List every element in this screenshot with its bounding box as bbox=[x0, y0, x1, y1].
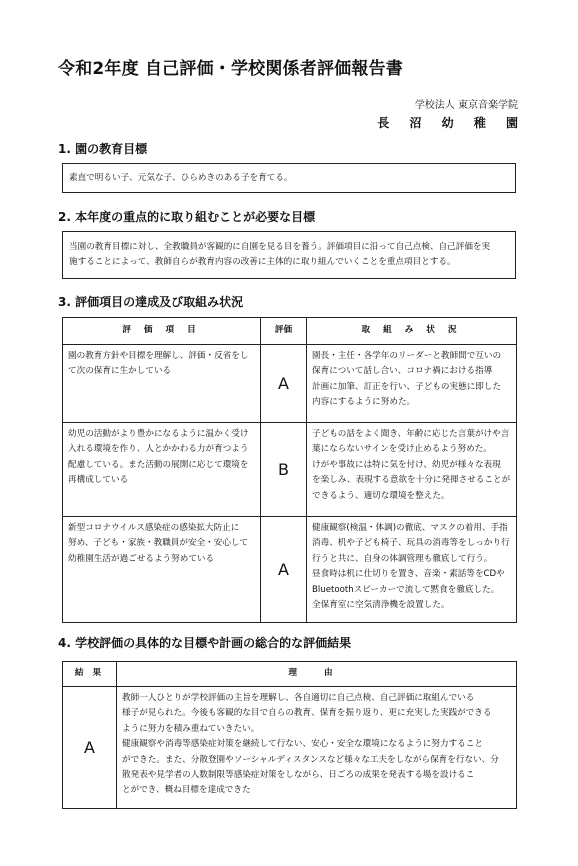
item-line: 幼児の活動がより豊かになるように温かく受け bbox=[68, 429, 249, 439]
status-line: 計画に加筆、訂正を行い、子どもの実態に即した bbox=[312, 381, 502, 392]
reason-line: 様子が見られた。今後も客観的な目で自らの教育、保育を振り返り、更に充実した実践ができる bbox=[122, 708, 492, 719]
educational-goal-box bbox=[62, 163, 516, 193]
section-4-heading: 4. 学校評価の具体的な目標や計画の総合的な評価結果 bbox=[58, 636, 352, 650]
status-cell bbox=[307, 345, 517, 423]
status-line: 葉にならないサインを受け止めるよう努めた。 bbox=[312, 444, 492, 455]
reason-line: 散発表や見学者の人数制限等感染症対策をしながら、日ごろの成果を発表する場を設けるこ bbox=[122, 770, 475, 781]
item-line: て次の保育に生かしている bbox=[68, 366, 172, 377]
status-line: を楽しみ、表現する意欲を十分に発揮させることが bbox=[312, 475, 511, 486]
reason-line: ように努力を積み重ねていきたい。 bbox=[122, 723, 260, 734]
status-line: 子どもの話をよく聞き、年齢に応じた言葉がけや言 bbox=[312, 429, 510, 439]
reason-line: 健康観察や消毒等感染症対策を継続して行ない、安心・安全な環境になるように努力すること bbox=[122, 739, 483, 750]
priority-goal-box bbox=[62, 231, 516, 279]
status-cell bbox=[307, 517, 517, 623]
column-header-status: 取 組 み 状 況 bbox=[307, 318, 517, 345]
table-header-row bbox=[63, 318, 517, 345]
overall-grade-cell: A bbox=[63, 687, 117, 809]
evaluation-item-cell bbox=[63, 423, 261, 517]
status-line: 保育について話し合い、コロナ禍における指導 bbox=[312, 366, 493, 377]
item-line: 入れる環境を作り、人とかかわる力が育つよう bbox=[68, 444, 249, 455]
item-line: 努め、子ども・家族・教職員が安全・安心して bbox=[68, 538, 249, 549]
reason-line: 教師一人ひとりが学校評価の主旨を理解し、各自適切に自己点検、自己評価に取組んでいる bbox=[122, 693, 475, 703]
status-line: 園長・主任・各学年のリーダーと教師間で互いの bbox=[312, 351, 502, 361]
grade-cell: A bbox=[261, 517, 307, 623]
status-line: 行うと共に、自身の体調管理も徹底して行う。 bbox=[312, 553, 493, 564]
status-line: Bluetoothスピーカーで流して黙食を徹底した。 bbox=[312, 584, 500, 595]
section-3-heading: 3. 評価項目の達成及び取組み状況 bbox=[58, 295, 244, 309]
evaluation-items-table bbox=[62, 317, 517, 623]
item-line: 再構成している bbox=[68, 475, 129, 486]
reason-line: とができ、概ね目標を達成できた bbox=[122, 785, 251, 796]
item-line: 配慮している。また活動の展開に応じて環境を bbox=[68, 459, 249, 470]
status-line: けがや事故には特に気を付け、幼児が様々な表現 bbox=[312, 459, 501, 470]
page-title: 令和2年度 自己評価・学校関係者評価報告書 bbox=[58, 59, 403, 79]
organization-block bbox=[377, 96, 526, 131]
status-line: できるよう、適切な環境を整えた。 bbox=[312, 490, 450, 501]
priority-goal-line: 当園の教育目標に対し、全教職員が客観的に自園を見る目を養う。評価項目に沿って自己点検、自己評価を実 bbox=[69, 242, 491, 252]
table-row bbox=[63, 517, 517, 623]
reason-line: ができた。また、分散登園やソーシャルディスタンスなど様々な工夫をしながら保育を行ない、分 bbox=[122, 754, 499, 765]
item-line: 新型コロナウイルス感染症の感染拡大防止に bbox=[68, 523, 240, 533]
overall-result-table bbox=[62, 661, 517, 809]
status-line: 健康観察(検温・体調)の徹底、マスクの着用、手指 bbox=[312, 523, 508, 533]
column-header-grade: 評価 bbox=[261, 318, 307, 345]
table-row bbox=[63, 687, 517, 809]
evaluation-item-cell bbox=[63, 517, 261, 623]
priority-goal-line: 施することによって、教師自らが教育内容の改善に主体的に取り組んでいくことを重点項目とする。 bbox=[69, 257, 456, 267]
item-line: 幼稚園生活が過ごせるよう努めている bbox=[68, 553, 215, 564]
status-line: 全保育室に空気清浄機を設置した。 bbox=[312, 600, 450, 611]
item-line: 園の教育方針や目標を理解し、評価・反省をし bbox=[68, 351, 249, 361]
column-header-result: 結 果 bbox=[63, 662, 117, 687]
status-cell bbox=[307, 423, 517, 517]
table-row bbox=[63, 345, 517, 423]
column-header-item: 評 価 項 目 bbox=[63, 318, 261, 345]
table-header-row bbox=[63, 662, 517, 687]
status-line: 昼食時は机に仕切りを置き、音楽・素話等をCDや bbox=[312, 569, 505, 580]
school-corporation-name: 学校法人 東京音楽学院 bbox=[414, 100, 518, 111]
section-1-heading: 1. 園の教育目標 bbox=[58, 142, 148, 156]
grade-cell: B bbox=[261, 423, 307, 517]
evaluation-item-cell bbox=[63, 345, 261, 423]
section-2-heading: 2. 本年度の重点的に取り組むことが必要な目標 bbox=[58, 210, 316, 224]
reason-cell bbox=[117, 687, 517, 809]
status-line: 消毒、机や子ども椅子、玩具の消毒等をしっかり行 bbox=[312, 538, 510, 549]
kindergarten-name: 長 沼 幼 稚 園 bbox=[377, 116, 526, 130]
status-line: 内容にするように努めた。 bbox=[312, 397, 416, 408]
educational-goal-text: 素直で明るい子、元気な子、ひらめきのある子を育てる。 bbox=[69, 173, 293, 183]
column-header-reason: 理 由 bbox=[117, 662, 517, 687]
table-row bbox=[63, 423, 517, 517]
grade-cell: A bbox=[261, 345, 307, 423]
